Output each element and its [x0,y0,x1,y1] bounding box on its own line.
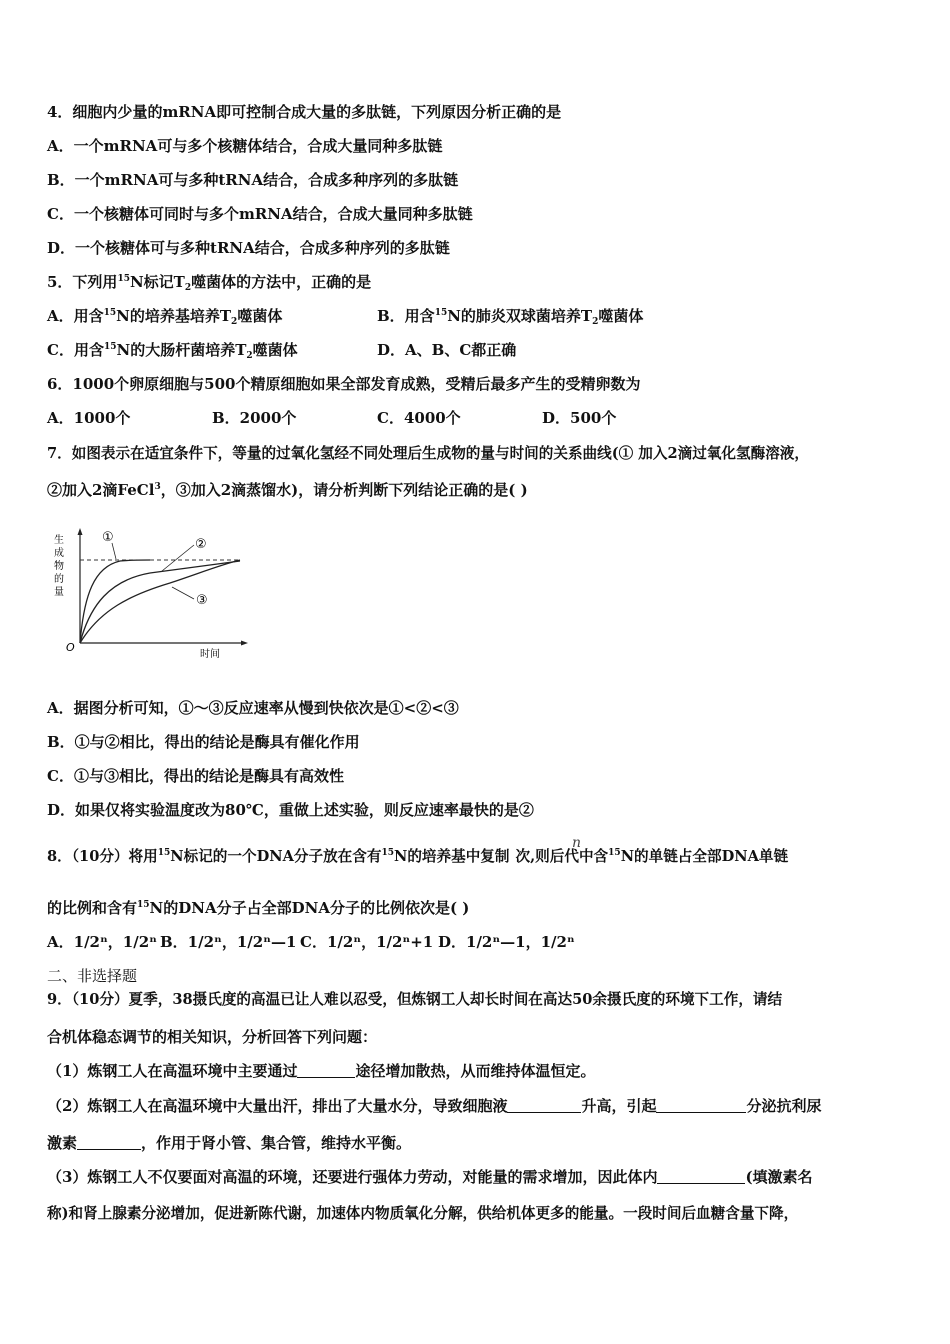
y-axis-label-char-4: 的 [54,574,64,585]
q9-part2: （2）炼钢工人在高温环境中大量出汗，排出了大量水分，导致细胞液 升高，引起 分泌抗利尿 [47,1097,822,1115]
q5-stem: 5．下列用$^{15}$N标记$T_2$噬菌体的方法中，正确的是 [47,273,372,293]
origin-label: O [66,641,75,654]
reaction-curve-figure [50,525,250,665]
q9-part2-cont: 激素 ，作用于肾小管、集合管，维持水平衡。 [47,1134,412,1152]
curve-3-leader [172,587,194,599]
x-axis-label: 时间 [200,649,220,660]
q8-stem-line1: 8．（10分）将用$^{15}$N标记的一个DNA分子放在含有$^{15}$N的培养基中复制 次,则后代中含$^{15}$N的单链占全部DNA单链 [47,848,789,865]
q7-option-c: C．①与③相比，得出的结论是酶具有高效性 [47,767,344,785]
q6-options [47,408,897,428]
y-axis-label-char-3: 物 [54,561,64,572]
q9-part3-cont: 称)和肾上腺素分泌增加，促进新陈代谢，加速体内物质氧化分解，供给机体更多的能量。一段时间后血糖含量下降， [47,1205,799,1222]
variable-n-symbol: n [572,835,582,851]
q9-blank-4[interactable] [77,1135,141,1150]
curve-1-label: ① [102,530,114,545]
q7-stem-line2: ②加入2滴FeCl$^3$，③加入2滴蒸馏水)，请分析判断下列结论正确的是( ) [47,481,528,499]
y-axis-label-char-2: 成 [54,548,64,559]
q5-option-d: D．A、B、C都正确 [377,341,517,359]
y-axis-label-char-1: 生 [54,535,64,546]
q6-option-c: C．4000个 [377,409,461,427]
q9-blank-2[interactable] [507,1098,581,1113]
q8-option-a: A．1/2ⁿ，1/2ⁿ [47,933,157,951]
q9-part1: （1）炼钢工人在高温环境中主要通过 途径增加散热，从而维持体温恒定。 [47,1062,596,1080]
q6-stem: 6．1000个卵原细胞与500个精原细胞如果全部发育成熟，受精后最多产生的受精卵数为 [47,375,641,393]
q9-blank-5[interactable] [657,1169,745,1184]
curve-2-label: ② [195,537,207,552]
curve-3-label: ③ [196,593,208,608]
curve-2-leader [162,545,194,571]
q4-option-b: B．一个mRNA可与多种tRNA结合，合成多种序列的多肽链 [47,171,459,189]
q9-part3: （3）炼钢工人不仅要面对高温的环境，还要进行强体力劳动，对能量的需求增加，因此体内 (填激素名 [47,1168,813,1186]
q4-stem: 4．细胞内少量的mRNA即可控制合成大量的多肽链，下列原因分析正确的是 [47,103,562,121]
q7-option-a: A．据图分析可知，①～③反应速率从慢到快依次是①<②<③ [47,699,459,717]
q5-option-a: A．用含$^{15}$N的培养基培养$T_2$噬菌体 [47,307,283,327]
q9-blank-3[interactable] [656,1098,746,1113]
q8-options [47,932,897,952]
q6-option-b: B．2000个 [212,409,297,427]
curve-2 [80,561,240,643]
q8-option-d: D．1/2ⁿ—1，1/2ⁿ [438,933,575,951]
q6-option-a: A．1000个 [47,409,131,427]
curve-3 [80,560,240,643]
q9-blank-1[interactable] [297,1063,355,1078]
y-axis-arrow [78,528,83,535]
q9-stem-line1: 9．（10分）夏季，38摄氏度的高温已让人难以忍受，但炼钢工人却长时间在高达50余摄氏度的环境下工作，请结 [47,991,783,1008]
q9-stem-line2: 合机体稳态调节的相关知识，分析回答下列问题： [47,1028,378,1046]
y-axis-label-char-5: 量 [54,587,64,598]
q7-stem-line1: 7．如图表示在适宜条件下，等量的过氧化氢经不同处理后生成物的量与时间的关系曲线(① 加入2滴过氧化氢酶溶液， [47,445,809,462]
q8-stem-line2: 的比例和含有$^{15}$N的DNA分子占全部DNA分子的比例依次是( ) [47,899,470,917]
x-axis-arrow [241,641,248,646]
q4-option-d: D．一个核糖体可与多种tRNA结合，合成多种序列的多肽链 [47,239,450,257]
section-heading: 二、非选择题 [47,967,138,985]
q7-option-d: D．如果仅将实验温度改为80℃，重做上述实验，则反应速率最快的是② [47,801,534,819]
q7-option-b: B．①与②相比，得出的结论是酶具有催化作用 [47,733,360,751]
q5-options-row2 [47,340,897,360]
q4-option-c: C．一个核糖体可同时与多个mRNA结合，合成大量同种多肽链 [47,205,473,223]
q5-options-row1 [47,306,897,326]
q5-option-c: C．用含$^{15}$N的大肠杆菌培养$T_2$噬菌体 [47,341,298,361]
q4-option-a: A．一个mRNA可与多个核糖体结合，合成大量同种多肽链 [47,137,443,155]
q5-option-b: B．用含$^{15}$N的肺炎双球菌培养$T_2$噬菌体 [377,307,644,327]
q8-option-c: C．1/2ⁿ，1/2ⁿ+1 [300,933,434,951]
curve-1-leader [112,543,116,559]
curve-1 [80,560,150,643]
q6-option-d: D．500个 [542,409,617,427]
q8-option-b: B．1/2ⁿ，1/2ⁿ—1 [160,933,297,951]
